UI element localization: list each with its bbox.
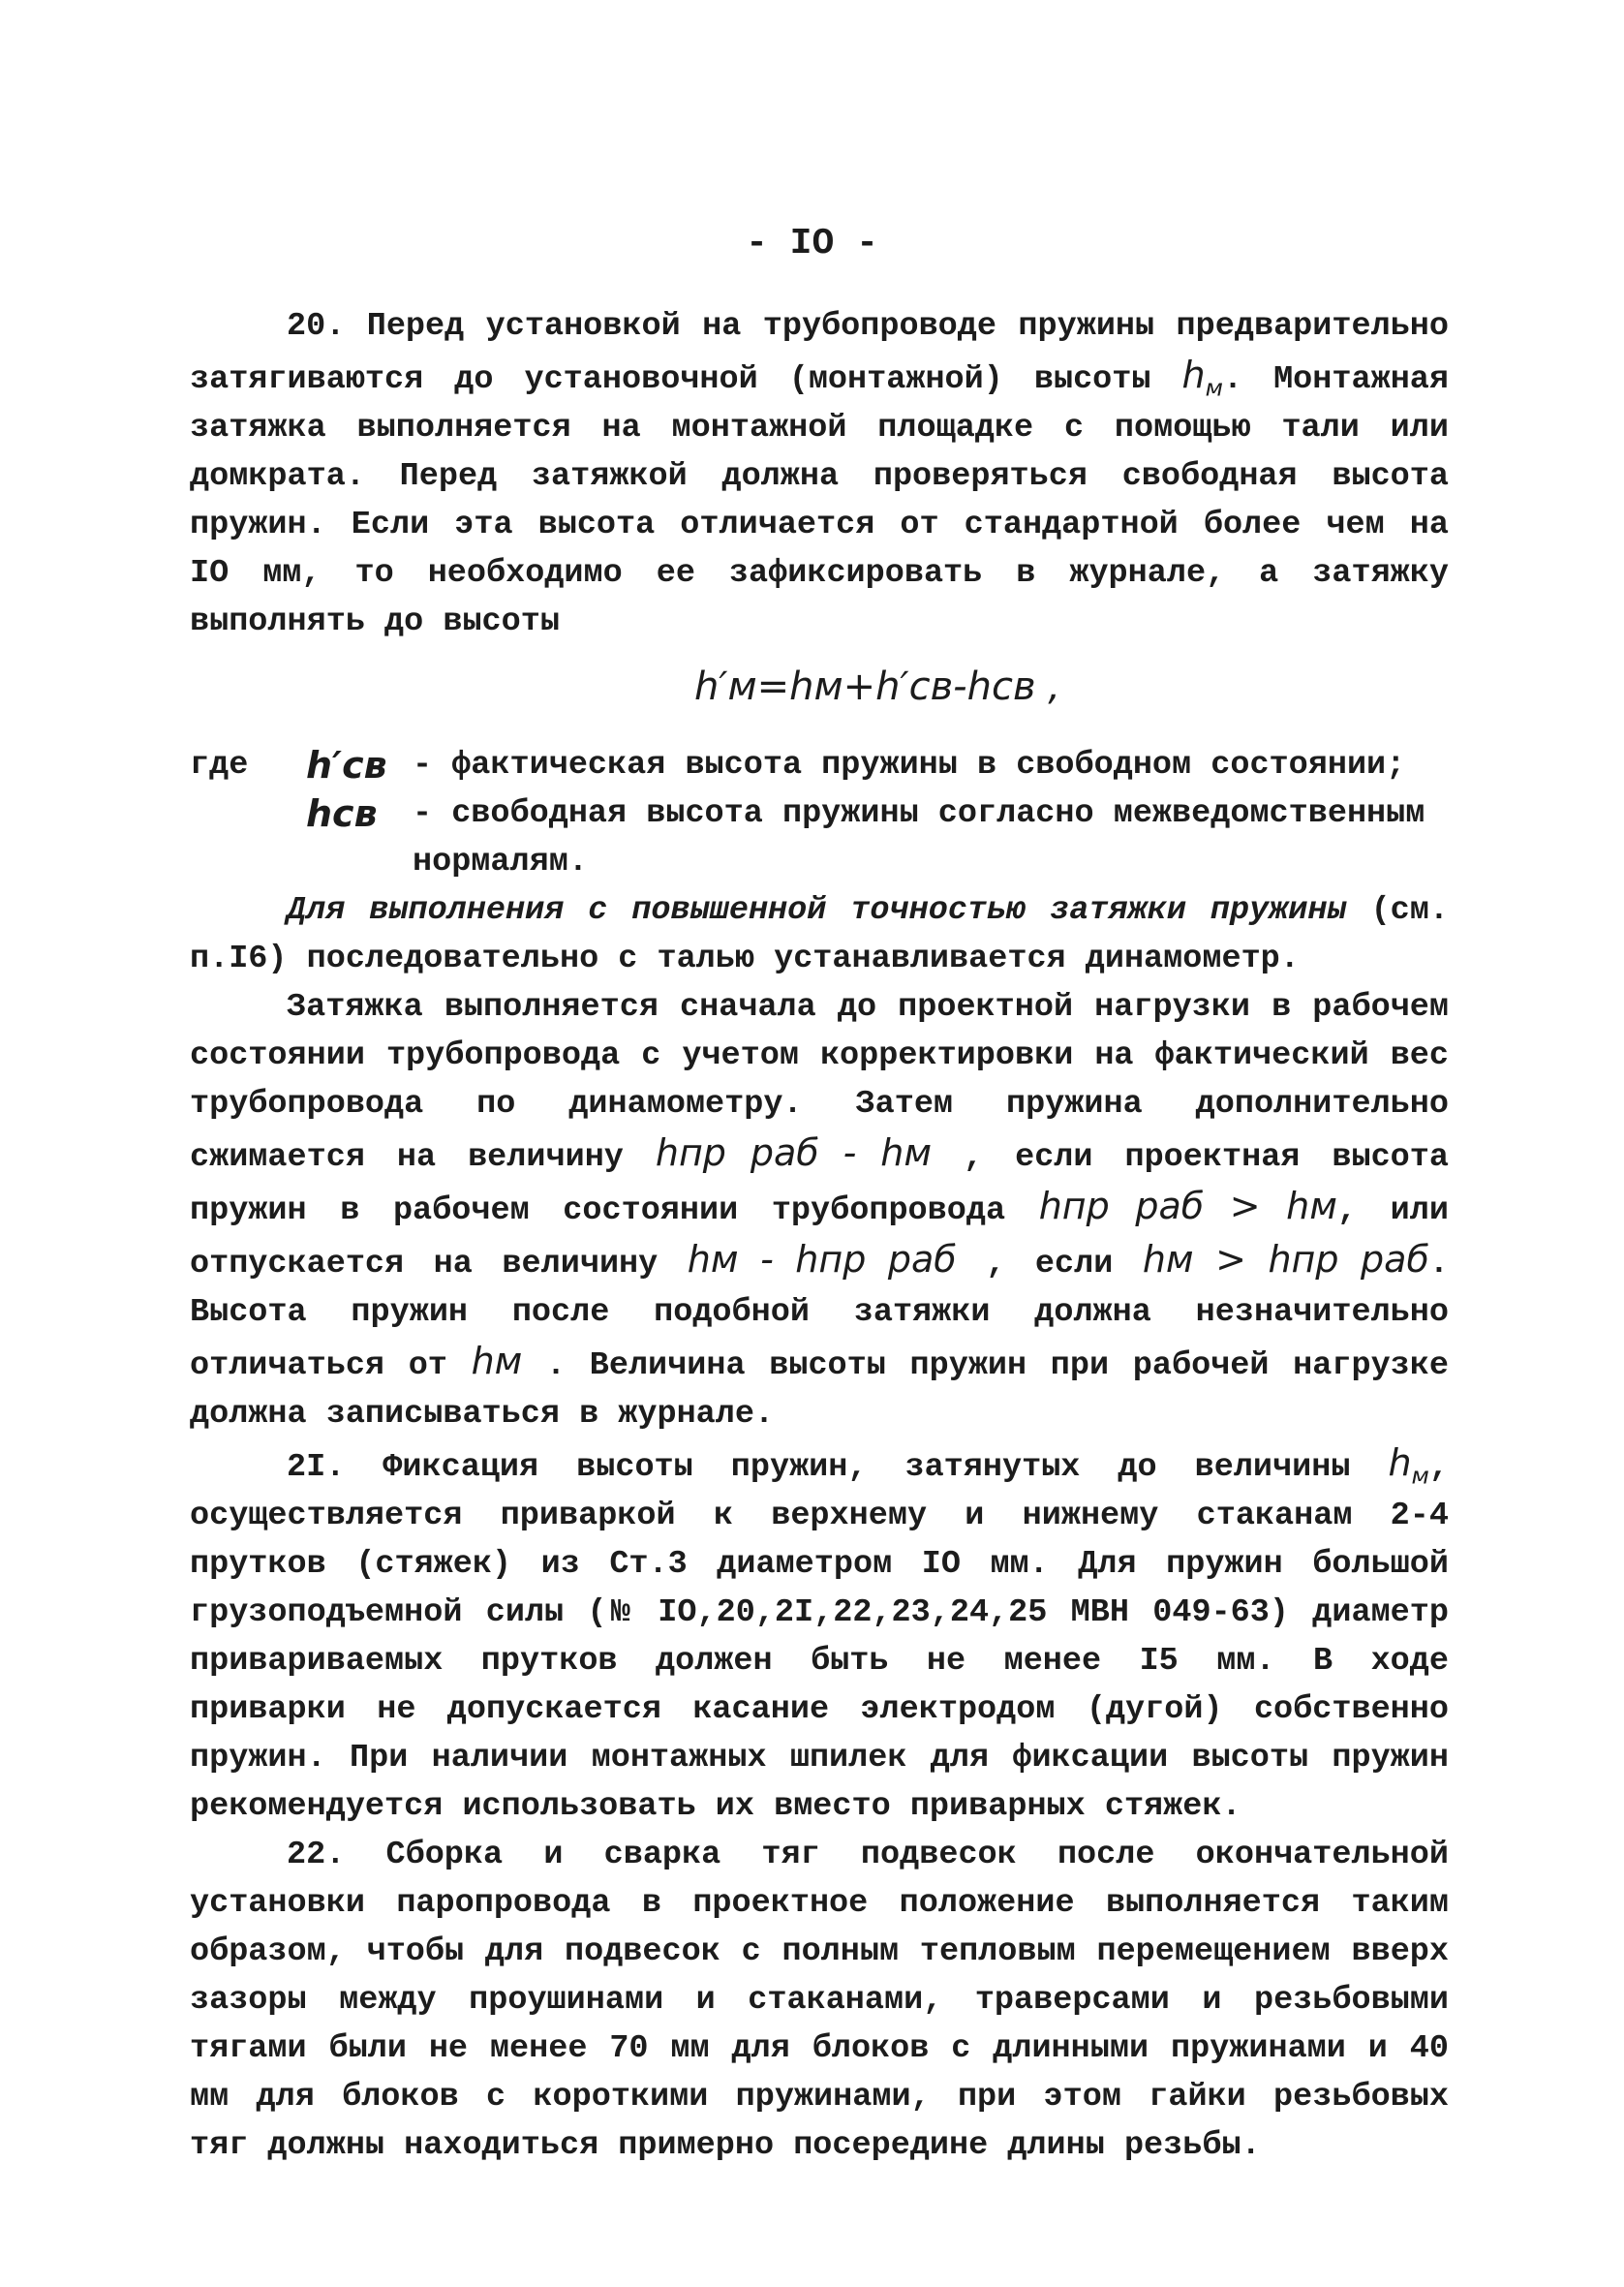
math-expr-2: hпр раб > hм xyxy=(1038,1185,1337,1227)
where-label: где xyxy=(190,747,249,784)
paragraph-dyn-italic: Для выполнения с повышенной точностью затяжки пружины xyxy=(287,892,1347,929)
math-h-m: $h_м$ xyxy=(1388,1441,1429,1490)
math-expr-4: hм > hпр раб xyxy=(1142,1238,1429,1281)
definition-row xyxy=(190,741,1449,789)
math-h-m: $h_м$ xyxy=(1181,354,1223,402)
tight-text-3: , или отпускается на величину xyxy=(190,1192,1449,1283)
math-expr-3: hм - hпр раб xyxy=(687,1238,957,1281)
page-number: - IO - xyxy=(746,223,878,264)
math-expr-1: hпр раб - hм xyxy=(655,1131,933,1174)
definition-symbol: hсв xyxy=(306,792,378,835)
paragraph-20 xyxy=(190,302,1449,646)
definition-text: - свободная высота пружины согласно межведомственным нормалям. xyxy=(413,795,1425,881)
paragraph-dynamometer xyxy=(190,886,1449,983)
paragraph-21-text-a: 2I. Фиксация высоты пружин, затянутых до величины xyxy=(287,1449,1389,1486)
paragraph-21-text-b: , осуществляется приваркой к верхнему и нижнему стаканам 2-4 прутков (стяжек) из Ст.3 диаметром IO мм. Для пружин большой грузоподъемной силы (№ IO,20,2I,22,23,24,25 МВН 049-63) диаметр привариваемых прутков должен быть не менее I5 мм. В ходе приварки не допускается касание электродом (дугой) собственно пружин. При наличии монтажных шпилек для фиксации высоты пружин рекомендуется использовать их вместо приварных стяжек. xyxy=(190,1449,1449,1825)
definition-text: - фактическая высота пружины в свободном состоянии; xyxy=(413,747,1406,784)
math-expr-5: hм xyxy=(471,1340,523,1382)
tight-text-6: . Величина высоты пружин при рабочей нагрузке должна записываться в журнале. xyxy=(190,1347,1449,1433)
paragraph-20-text-b: . Монтажная затяжка выполняется на монтажной площадке с помощью тали или домкрата. Перед затяжкой должна проверяться свободная высота пружин. Если эта высота отличается от стандартной более чем на IO мм, то необходимо ее зафиксировать в журнале, а затяжку выполнять до высоты xyxy=(190,361,1449,640)
formula-h-prime-m: h′м=hм+h′св-hсв , xyxy=(694,664,1060,709)
body-text xyxy=(190,302,1449,2170)
definition-row xyxy=(190,789,1449,886)
paragraph-21 xyxy=(190,1438,1449,1831)
tight-text-2: , если проектная высота пружин в рабочем состоянии трубопровода xyxy=(190,1139,1449,1229)
tight-text-4: , если xyxy=(956,1246,1143,1283)
paragraph-tightening xyxy=(190,983,1449,1438)
tight-text-1: Затяжка выполняется сначала до проектной нагрузки в рабочем состоянии трубопровода с учетом корректировки на фактический вес трубопровода по динамометру. Затем пружина дополнительно сжимается на величину xyxy=(190,989,1449,1176)
paragraph-22: 22. Сборка и сварка тяг подвесок после окончательной установки паропровода в проектное положение выполняется таким образом, чтобы для подвесок с полным тепловым перемещением вверх зазоры между проушинами и стаканами, траверсами и резьбовыми тягами были не менее 70 мм для блоков с длинными пружинами и 40 мм для блоков с короткими пружинами, при этом гайки резьбовых тяг должны находиться примерно посередине длины резьбы. xyxy=(190,1837,1449,2164)
paragraph-20-text-a: 20. Перед установкой на трубопроводе пружины предварительно затягиваются до установочной (монтажной) высоты xyxy=(190,308,1449,398)
definition-symbol: h′св xyxy=(306,744,387,787)
paragraph-dyn-text: (см. п.I6) последовательно с талью устанавливается динамометр. xyxy=(190,892,1449,977)
where-spacer xyxy=(190,789,306,886)
tight-text-5: . Высота пружин после подобной затяжки должна незначительно отличаться от xyxy=(190,1246,1449,1384)
definitions-list xyxy=(190,741,1449,886)
